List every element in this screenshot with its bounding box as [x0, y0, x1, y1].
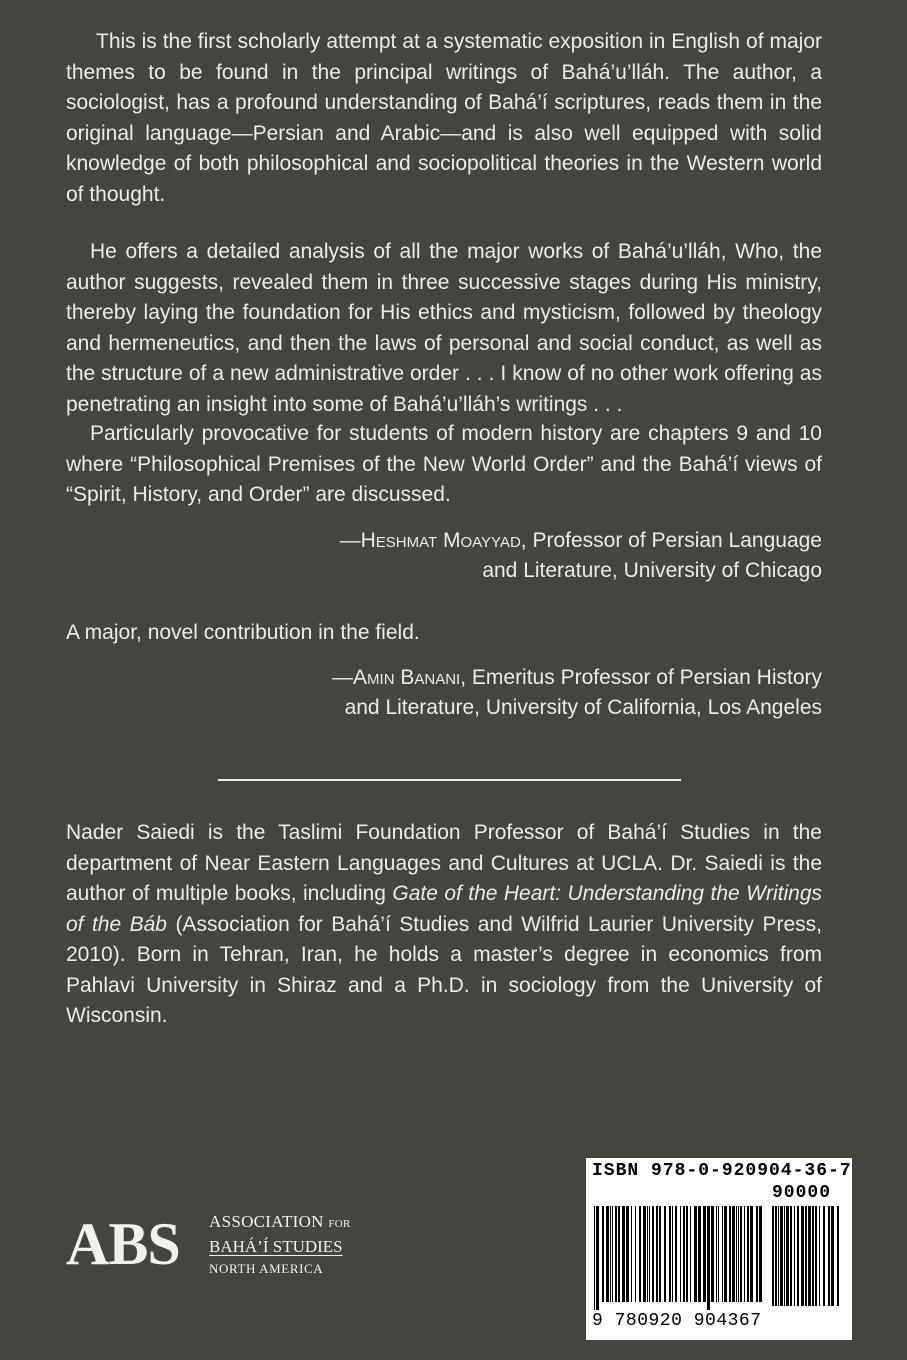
bio-text-part-2: (Association for Bahá’í Studies and Wilfrid Laurier University Press, 2010). Born in Tehran, Iran, he holds a master’s degree in economics from Pahlavi University in Shiraz and a Ph.D. in sociology from the University of Wisconsin. [66, 912, 822, 1027]
reviewer-affiliation: , Professor of Persian Language [520, 529, 822, 552]
barcode-bar [643, 1206, 646, 1302]
barcode-bar [815, 1206, 817, 1306]
publisher-line-3: NORTH AMERICA [209, 1261, 324, 1276]
barcode-bar [837, 1206, 839, 1306]
price-barcode-bars [772, 1206, 842, 1306]
barcode-bar [659, 1206, 661, 1302]
attribution-dash: — [332, 666, 354, 689]
abs-logo-mark: ABS [66, 1211, 180, 1277]
barcode-bar [610, 1206, 611, 1302]
publisher-line-2: BAHÁ’Í STUDIES [209, 1237, 343, 1256]
barcode-bar [602, 1206, 604, 1302]
barcode-bar [756, 1206, 758, 1302]
barcode-bar [823, 1206, 825, 1306]
barcode-bar [649, 1206, 650, 1302]
barcode-bar [635, 1206, 636, 1302]
publisher-association: ASSOCIATION [209, 1212, 324, 1231]
barcode-bar [780, 1206, 783, 1306]
attribution-line-1 [202, 663, 822, 693]
barcode-bar [626, 1206, 629, 1302]
barcode-bar [744, 1206, 745, 1302]
barcode-bar [805, 1206, 807, 1306]
barcode-bar [698, 1206, 701, 1302]
attribution-line-2: and Literature, University of California, Los Angeles [344, 696, 822, 719]
ean-digits: 9 780920 904367 [592, 1311, 762, 1331]
review-1-attribution [202, 526, 822, 586]
review-paragraph-1: This is the first scholarly attempt at a systematic exposition in English of major themes to be found in the principal writings of Bahá’u’lláh. The author, a sociologist, has a profound understanding of Bahá’í scriptures, reads them in the original language—Persian and Arabic—and is also well equipped with solid knowledge of both philosophical and sociopolitical theories in the Western world of thought. [66, 30, 822, 206]
barcode-bar [615, 1206, 617, 1302]
barcode-bar [647, 1206, 648, 1302]
barcode-bar [652, 1206, 654, 1302]
attribution-line-2: and Literature, University of Chicago [482, 559, 822, 582]
barcode-bar [722, 1206, 723, 1302]
review-paragraph-2: He offers a detailed analysis of all the major works of Bahá’u’lláh, Who, the author suggests, revealed them in three successive stages during His ministry, thereby laying the foundation for His ethics and mysticism, followed by theology and hermeneutics, and then the laws of personal and social conduct, as well as the structure of a new administrative order . . . I know of no other work offering as penetrating an insight into some of Bahá’u’lláh’s writings . . . [66, 240, 822, 416]
barcode-bar [801, 1206, 804, 1306]
barcode-bar [656, 1206, 658, 1302]
barcode-bar [606, 1206, 609, 1302]
barcode-bar [750, 1206, 753, 1302]
barcode-bar [703, 1206, 706, 1302]
barcode-bar [664, 1206, 666, 1302]
barcode-bar [672, 1206, 673, 1302]
barcode-bar [724, 1206, 727, 1302]
barcode-bar [612, 1206, 613, 1302]
review-2-attribution [202, 663, 822, 723]
section-divider [218, 779, 681, 781]
barcode-bar [718, 1206, 719, 1302]
barcode-bar [786, 1206, 789, 1306]
barcode-bar [618, 1206, 620, 1302]
publisher-line-1 [209, 1210, 351, 1236]
barcode-bar [775, 1206, 777, 1306]
barcode-bar [790, 1206, 792, 1306]
publisher-logo [66, 1210, 366, 1290]
barcode-bar [819, 1206, 820, 1306]
barcode-bar [794, 1206, 795, 1306]
barcode-bar [680, 1206, 681, 1302]
barcode-bar [694, 1206, 697, 1302]
barcode-bar [596, 1206, 599, 1310]
barcode-bar [690, 1206, 691, 1302]
barcode-bar [831, 1206, 834, 1306]
barcode-bar [759, 1206, 762, 1302]
barcode-bar [732, 1206, 735, 1302]
barcode-bar [828, 1206, 830, 1306]
barcode-bar [686, 1206, 688, 1302]
barcode-bar [808, 1206, 811, 1306]
attribution-line-1 [202, 526, 822, 556]
barcode-bar [594, 1206, 595, 1310]
barcode-bar [729, 1206, 731, 1302]
barcode-bar [738, 1206, 739, 1302]
isbn-label: ISBN 978-0-920904-36-7 [592, 1161, 852, 1181]
ean-barcode-bars [594, 1206, 766, 1310]
barcode-bar [797, 1206, 799, 1306]
barcode-bar [747, 1206, 749, 1302]
barcode-bar [778, 1206, 779, 1306]
review-paragraph-3: Particularly provocative for students of modern history are chapters 9 and 10 where “Philosophical Premises of the New World Order” and the Bahá’í views of “Spirit, History, and Order” are discussed. [66, 422, 822, 506]
barcode-bar [669, 1206, 671, 1302]
barcode-bar [772, 1206, 774, 1306]
barcode-bar [784, 1206, 785, 1306]
barcode-bar [711, 1206, 714, 1302]
barcode-bar [740, 1206, 742, 1302]
barcode-bar [707, 1206, 710, 1310]
barcode-bar [716, 1206, 717, 1302]
barcode-bar [683, 1206, 685, 1302]
publisher-for: FOR [328, 1218, 351, 1230]
attribution-dash: — [339, 529, 361, 552]
isbn-barcode [586, 1158, 852, 1340]
author-bio [66, 818, 822, 1032]
barcode-bar [631, 1206, 632, 1302]
price-code: 90000 [772, 1183, 832, 1203]
barcode-bar [812, 1206, 814, 1306]
bio-text-part-1: Nader Saiedi is the Taslimi Foundation Professor of Bahá’í Studies in the department of Near Eastern Languages and Cultures at UCLA. Dr. Saiedi is the author of multiple books, including [66, 821, 822, 905]
publisher-name [209, 1210, 351, 1280]
reviewer-affiliation: , Emeritus Professor of Persian History [460, 666, 822, 689]
reviewer-name: Heshmat Moayyad [360, 529, 521, 552]
barcode-bar [736, 1206, 737, 1302]
review-2-text: A major, novel contribution in the field. [66, 621, 420, 644]
reviewer-name: Amin Banani [353, 666, 461, 689]
barcode-bar [622, 1206, 625, 1302]
barcode-bar [675, 1206, 677, 1302]
bio-book-title: Gate of the Heart: Understanding the Writings of the Báb [66, 882, 822, 936]
barcode-bar [639, 1206, 641, 1302]
